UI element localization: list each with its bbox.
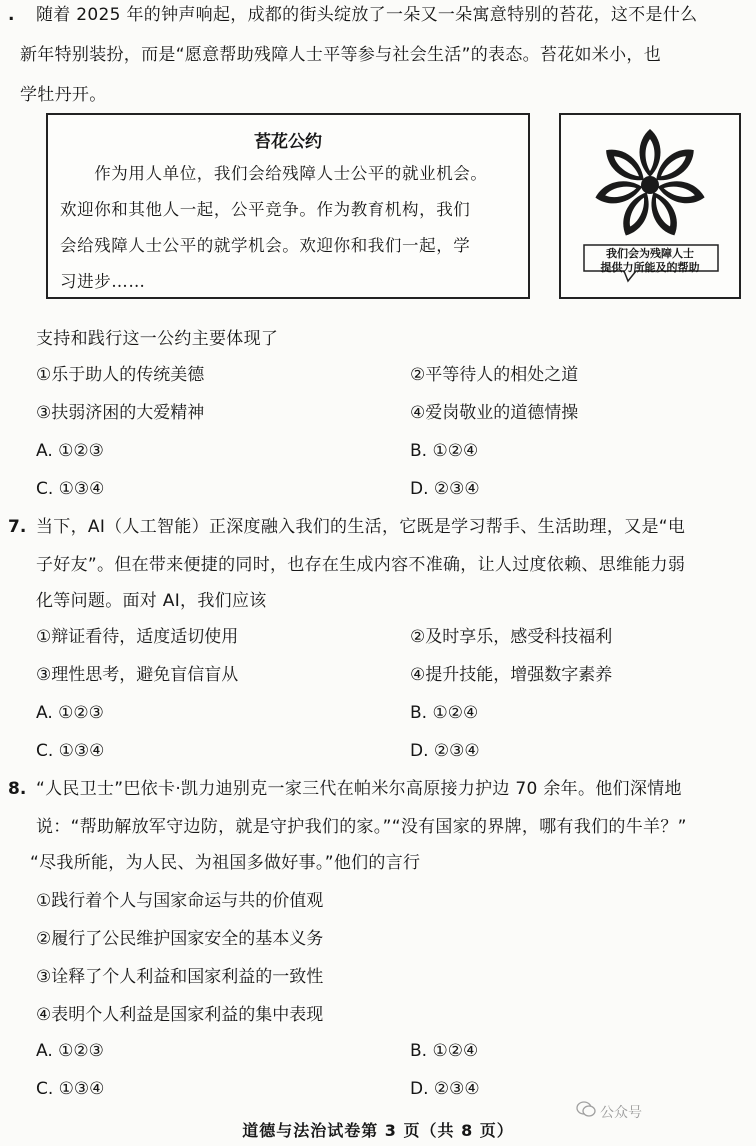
q7-stem-line-2: 子好友”。但在带来便捷的同时，也存在生成内容不准确，让人过度依赖、思维能力弱: [36, 555, 686, 575]
q6-stem-line-2: 新年特别装扮，而是“愿意帮助残障人士平等参与社会生活”的表态。苔花如米小，也: [20, 45, 662, 65]
q8-option-4: ④表明个人利益是国家利益的集中表现: [36, 1005, 324, 1025]
q6-stem-line-1: 随着 2025 年的钟声响起，成都的街头绽放了一朵又一朵寓意特别的苔花，这不是什么: [36, 5, 698, 25]
q6-option-4: ④爱岗敬业的道德情操: [410, 403, 579, 423]
convention-box: [46, 113, 530, 299]
wechat-icon: [576, 1100, 596, 1118]
watermark-text: 公众号: [600, 1105, 642, 1121]
q6-stem-line-3: 学牡丹开。: [20, 85, 107, 105]
q8-answer-a[interactable]: A. ①②③: [36, 1041, 104, 1061]
q8-number: 8.: [8, 779, 27, 799]
convention-line-2: 欢迎你和其他人一起，公平竞争。作为教育机构，我们: [60, 200, 471, 219]
q6-answer-a[interactable]: A. ①②③: [36, 441, 104, 461]
q8-option-3: ③诠释了个人利益和国家利益的一致性: [36, 967, 324, 987]
q6-answer-d[interactable]: D. ②③④: [410, 479, 480, 499]
logo-caption-line-1: 我们会为残障人士: [606, 247, 694, 260]
logo-caption: [561, 247, 739, 275]
q8-option-2: ②履行了公民维护国家安全的基本义务: [36, 929, 324, 949]
convention-line-4: 习进步……: [60, 272, 146, 291]
logo-caption-line-2: 提供力所能及的帮助: [600, 261, 700, 274]
q7-answer-b[interactable]: B. ①②④: [410, 703, 479, 723]
q8-stem-line-1: “人民卫士”巴依卡·凯力迪别克一家三代在帕米尔高原接力护边 70 余年。他们深情地: [36, 779, 682, 799]
moss-flower-logo-box: [559, 113, 741, 299]
convention-line-3: 会给残障人士公平的就学机会。欢迎你和我们一起，学: [60, 236, 471, 255]
q7-stem-line-1: 当下，AI（人工智能）正深度融入我们的生活，它既是学习帮手、生活助理，又是“电: [36, 517, 686, 537]
q7-answer-a[interactable]: A. ①②③: [36, 703, 104, 723]
q7-answer-d[interactable]: D. ②③④: [410, 741, 480, 761]
q6-number: .: [8, 5, 15, 25]
convention-line-1: 作为用人单位，我们会给残障人士公平的就业机会。: [60, 164, 488, 183]
q8-answer-c[interactable]: C. ①③④: [36, 1079, 105, 1099]
q7-option-3: ③理性思考，避免盲信盲从: [36, 665, 239, 685]
q6-option-2: ②平等待人的相处之道: [410, 365, 579, 385]
q7-number: 7.: [8, 517, 27, 537]
q6-option-3: ③扶弱济困的大爱精神: [36, 403, 205, 423]
q8-stem-line-3: “尽我所能，为人民、为祖国多做好事。”他们的言行: [30, 853, 421, 873]
q6-question: 支持和践行这一公约主要体现了: [36, 329, 279, 349]
q8-answer-d[interactable]: D. ②③④: [410, 1079, 480, 1099]
q6-option-1: ①乐于助人的传统美德: [36, 365, 205, 385]
q6-answer-b[interactable]: B. ①②④: [410, 441, 479, 461]
q8-stem-line-2: 说：“帮助解放军守边防，就是守护我们的家。”“没有国家的界牌，哪有我们的牛羊？”: [36, 817, 687, 837]
convention-title: 苔花公约: [254, 132, 322, 152]
flower-icon: [590, 125, 710, 245]
q7-answer-c[interactable]: C. ①③④: [36, 741, 105, 761]
q8-answer-b[interactable]: B. ①②④: [410, 1041, 479, 1061]
q7-stem-line-3: 化等问题。面对 AI，我们应该: [36, 591, 267, 611]
q7-option-2: ②及时享乐，感受科技福利: [410, 627, 613, 647]
q7-option-1: ①辩证看待，适度适切使用: [36, 627, 239, 647]
page-footer: 道德与法治试卷第 3 页（共 8 页）: [242, 1121, 514, 1140]
q8-option-1: ①践行着个人与国家命运与共的价值观: [36, 891, 324, 911]
q7-option-4: ④提升技能，增强数字素养: [410, 665, 613, 685]
q6-answer-c[interactable]: C. ①③④: [36, 479, 105, 499]
